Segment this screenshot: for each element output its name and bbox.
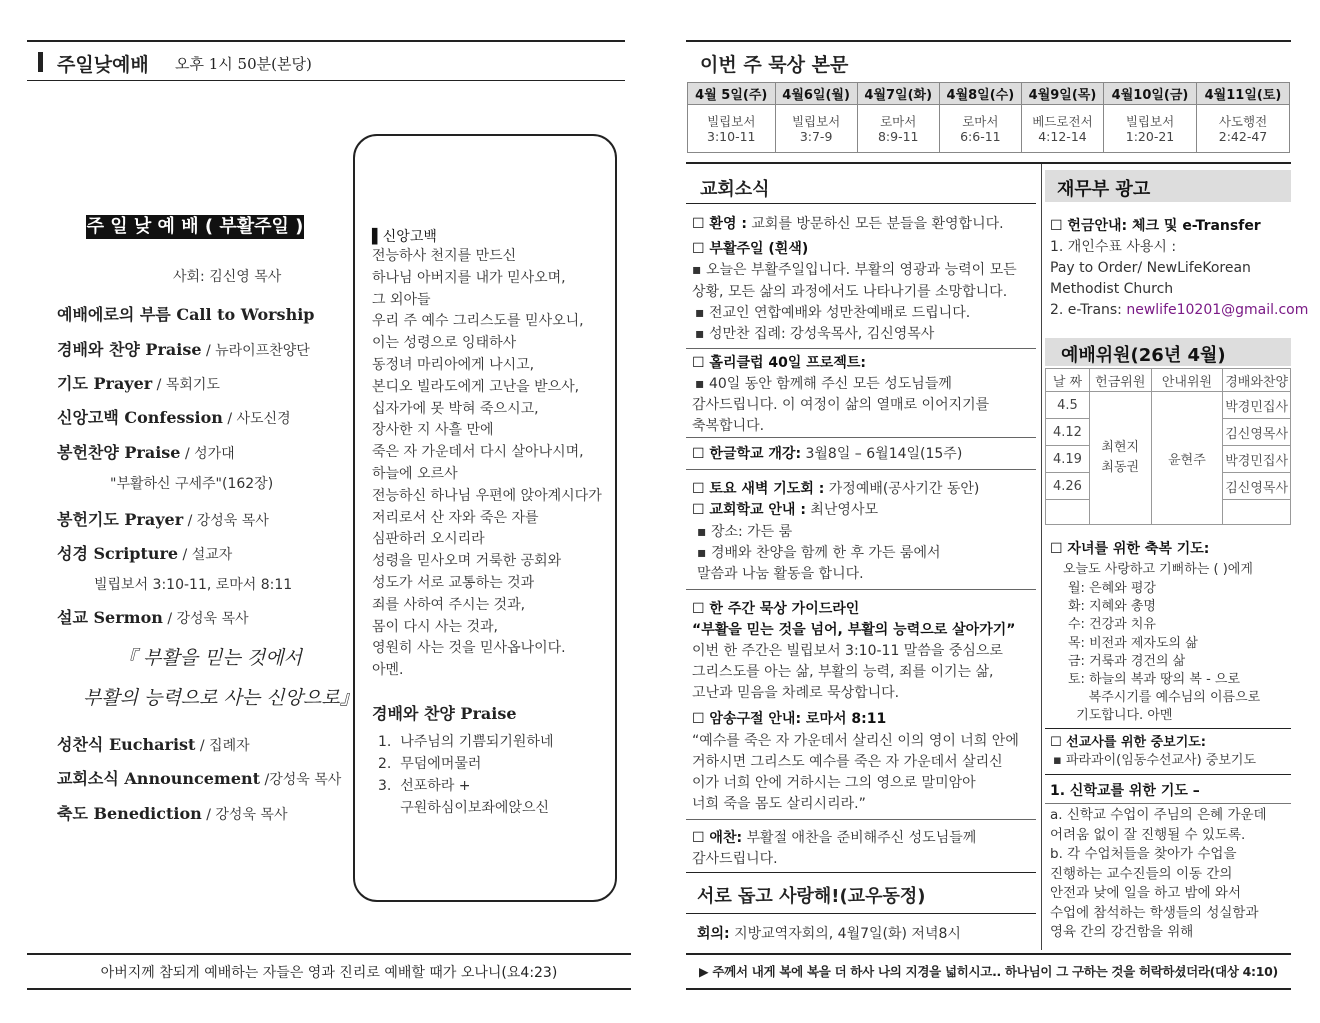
seminary-title-rule <box>1045 803 1291 804</box>
footer-top-rule-right <box>686 953 1291 955</box>
news-school-line-2a: ▪ 경배와 찬양을 함께 한 후 가든 룸에서 <box>697 545 941 561</box>
order-item-name: 봉헌기도 Prayer <box>57 510 184 529</box>
children-prayer-line: 화: 지혜와 총명 <box>1068 599 1156 615</box>
order-item <box>57 732 250 755</box>
schedule-passage <box>688 105 776 153</box>
children-prayer-line: 복주시기를 예수님의 이름으로 <box>1068 690 1261 706</box>
order-item-name: 봉헌찬양 Praise <box>57 443 181 462</box>
creed-line: 동정녀 마리아에게 나시고, <box>372 356 535 373</box>
children-prayer-line: 월: 은혜와 평강 <box>1068 581 1156 596</box>
finance-line-1: 1. 개인수표 사용시 : <box>1050 239 1177 255</box>
schedule-ref: 6:6-11 <box>960 128 1001 144</box>
schedule-ref: 3:10-11 <box>707 128 756 144</box>
creed-line: 저리로서 산 자와 죽은 자를 <box>372 509 539 526</box>
missionary-label: ☐ 선교사를 위한 중보기도: <box>1050 735 1207 750</box>
order-item-detail: / 강성욱 목사 <box>183 513 269 529</box>
duty-header-usher: 안내위원 <box>1151 369 1223 392</box>
seminary-prayer-line: 어려움 없이 잘 진행될 수 있도록. <box>1050 826 1246 843</box>
header-rule-left <box>27 80 625 81</box>
news-flower-line-2: 감사드립니다. <box>692 851 778 867</box>
meditation-title: 이번 주 묵상 본문 <box>700 54 849 76</box>
news-korean-label: ☐ 한글학교 개강: <box>692 446 802 462</box>
news-school-text: 최난영사모 <box>805 502 878 518</box>
order-item-detail: / 사도신경 <box>222 411 291 427</box>
duty-title: 예배위원(26년 4월) <box>1045 338 1291 366</box>
order-item <box>57 507 269 530</box>
schedule-passage <box>1104 105 1197 153</box>
order-item <box>57 405 291 428</box>
creed-line: 영원히 사는 것을 믿사옵나이다. <box>372 640 566 657</box>
schedule-day: 4월6일(월) <box>775 83 857 105</box>
news-guide-title: “부활을 믿는 것을 넘어, 부활의 능력으로 살아가기” <box>692 622 1016 638</box>
schedule-passage <box>857 105 939 153</box>
order-item <box>57 440 235 463</box>
missionary-text: ▪ 파라과이(임동수선교사) 중보기도 <box>1053 753 1257 768</box>
news-school-line-1: ▪ 장소: 가든 룸 <box>697 524 793 540</box>
children-prayer-line: 수: 건강과 치유 <box>1068 617 1156 633</box>
news-easter-line-2: ▪ 전교인 연합예배와 성만찬예배로 드립니다. <box>695 305 971 321</box>
schedule-day: 4월 5일(주) <box>688 83 776 105</box>
order-item-detail: / 집례자 <box>195 738 250 754</box>
duty-usher-name: 윤현주 <box>1151 392 1223 525</box>
sermon-title-line-1: 『 부활을 믿는 것에서 <box>118 647 302 669</box>
order-item-name: 축도 Benediction <box>57 804 202 823</box>
finance-title: 재무부 광고 <box>1045 170 1291 202</box>
order-item-detail: / 뉴라이프찬양단 <box>201 343 310 359</box>
creed-line: 몸이 다시 사는 것과, <box>372 618 498 635</box>
duty-header-date: 날 짜 <box>1046 369 1090 392</box>
schedule-passage <box>939 105 1021 153</box>
creed-line: 죽은 자 가운데서 다시 살아나시며, <box>372 444 584 461</box>
sermon-title-line-2: 부활의 능력으로 사는 신앙으로』 <box>83 687 359 709</box>
creed-line: 그 외아들 <box>372 291 431 308</box>
news-school-line-2b: 말씀과 나눔 활동을 합니다. <box>697 566 864 582</box>
news-guide-line-2: 그리스도를 아는 삶, 부활의 능력, 죄를 이기는 삶, <box>692 664 994 680</box>
seminary-title: 1. 신학교를 위한 기도 – <box>1050 783 1200 799</box>
news-korean <box>692 444 962 464</box>
news-divider-1 <box>686 348 1036 349</box>
children-prayer-label: ☐ 자녀를 위한 축복 기도: <box>1050 541 1210 557</box>
news-holy-label: ☐ 홀리클럽 40일 프로젝트: <box>692 355 866 371</box>
creed-line: 전능하신 하나님 우편에 앉아계시다가 <box>372 487 602 504</box>
finance-line-4 <box>1050 300 1308 320</box>
schedule-ref: 8:9-11 <box>877 128 919 144</box>
fellowship-text: 지방교역자회의, 4월7일(화) 저녁8시 <box>729 926 961 942</box>
news-flower-text-1: 부활절 애찬을 준비해주신 성도님들께 <box>742 830 977 846</box>
finance-etrans-label: 2. e-Trans: <box>1050 302 1127 318</box>
seminary-prayer-line: 안전과 낮에 일을 하고 밤에 와서 <box>1050 885 1241 901</box>
news-welcome-label: ☐ 환영 : <box>692 216 747 232</box>
fellowship-title-rule <box>686 913 1036 914</box>
schedule-passage <box>1197 105 1290 153</box>
order-item <box>57 766 341 789</box>
service-title: 주 일 낮 예 배 ( 부활주일 ) <box>86 216 304 237</box>
news-memory-line-3: 이가 너희 안에 거하시는 그의 영으로 말미암아 <box>692 775 976 791</box>
order-item-name: 설교 Sermon <box>57 608 163 627</box>
schedule-ref: 2:42-47 <box>1218 128 1268 144</box>
duty-header-praise: 경배와찬양 <box>1223 369 1291 392</box>
duty-offering-names <box>1089 392 1151 525</box>
schedule-ref: 1:20-21 <box>1125 128 1175 144</box>
schedule-day: 4월9일(목) <box>1021 83 1103 105</box>
creed-line: 이는 성령으로 잉태하사 <box>372 335 517 352</box>
children-prayer-intro: 오늘도 사랑하고 기뻐하는 ( )에게 <box>1063 562 1253 577</box>
schedule-day: 4월7일(화) <box>857 83 939 105</box>
fellowship-title: 서로 돕고 사랑해!(교우동정) <box>697 886 926 907</box>
order-item <box>57 801 287 824</box>
creed-line: 우리 주 예수 그리스도를 믿사오니, <box>372 313 584 330</box>
news-title: 교회소식 <box>700 179 770 200</box>
praise-song: 3. 선포하라 + <box>378 778 471 794</box>
schedule-day: 4월10일(금) <box>1104 83 1197 105</box>
footer-bottom-rule-right <box>686 988 1291 990</box>
news-easter-line-3: ▪ 성만찬 집례: 강성욱목사, 김신영목사 <box>695 326 935 342</box>
duty-date-empty <box>1046 500 1090 525</box>
news-divider-4 <box>686 589 1036 590</box>
schedule-ref: 4:12-14 <box>1038 128 1087 144</box>
news-dawn <box>692 479 979 499</box>
seminary-prayer-list <box>1050 806 1267 943</box>
order-item-name: 기도 Prayer <box>57 374 153 393</box>
fellowship-label: 회의: <box>697 926 730 942</box>
praise-heading: 경배와 찬양 Praise <box>372 704 517 723</box>
news-guide-label: ☐ 한 주간 묵상 가이드라인 <box>692 601 860 617</box>
praise-song: 2. 무덤에머물러 <box>378 756 482 772</box>
footer-verse-right: ▶ 주께서 내게 복에 복을 더 하사 나의 지경을 넓히시고.. 하나님이 그 구하는 것을 허락하셨더라(대상 4:10) <box>699 964 1278 979</box>
meditation-schedule <box>687 82 1290 153</box>
news-divider-2 <box>686 437 1036 438</box>
column-divider <box>1041 164 1042 950</box>
schedule-day: 4월8일(수) <box>939 83 1021 105</box>
news-korean-text: 3월8일 – 6월14일(15주) <box>801 446 963 462</box>
order-item-detail: /강성욱 목사 <box>260 772 342 788</box>
news-easter-line-1a: ▪ 오늘은 부활주일입니다. 부활의 영광과 능력이 모든 <box>692 262 1017 278</box>
creed-line: 심판하러 오시리라 <box>372 531 485 548</box>
news-easter-label: ☐ 부활주일 (흰색) <box>692 241 809 257</box>
news-flower-label: ☐ 애찬: <box>692 830 743 846</box>
duty-date: 4.5 <box>1046 392 1090 419</box>
children-prayer-list <box>1068 580 1260 726</box>
creed-line: 십자가에 못 박혀 죽으시고, <box>372 400 539 417</box>
news-memory-label: ☐ 암송구절 안내: 로마서 8:11 <box>692 711 887 727</box>
order-item <box>57 337 310 360</box>
order-item-name: 성경 Scripture <box>57 544 179 563</box>
schedule-book: 빌립보서 <box>1125 113 1175 129</box>
news-holy-line-1a: ▪ 40일 동안 함께해 주신 모든 성도님들께 <box>695 376 952 392</box>
praise-song-list <box>378 731 553 819</box>
praise-song: 1. 나주님의 기쁨되기원하네 <box>378 734 554 750</box>
news-easter-line-1b: 상황, 모든 삶의 과정에서도 나타나기를 소망합니다. <box>692 284 1008 300</box>
duty-header-offering: 헌금위원 <box>1089 369 1151 392</box>
order-item <box>57 302 314 325</box>
children-prayer-line: 금: 거룩과 경건의 삶 <box>1068 653 1186 669</box>
finance-email-link[interactable]: newlife10201@gmail.com <box>1126 302 1309 318</box>
duty-row <box>1046 392 1291 419</box>
order-item <box>57 371 220 394</box>
seminary-prayer-line: a. 신학교 수업이 주님의 은혜 가운데 <box>1050 807 1267 823</box>
news-guide-line-1: 이번 한 주간은 빌립보서 3:10-11 말씀을 중심으로 <box>692 643 1003 659</box>
order-item <box>57 541 232 564</box>
news-memory-line-2: 거하시면 그리스도 예수를 죽은 자 가운데서 살리신 <box>692 754 1003 770</box>
creed-line: 본디오 빌라도에게 고난을 받으사, <box>372 378 580 395</box>
schedule-book: 빌립보서 <box>707 113 756 129</box>
duty-praise: 김신영목사 <box>1223 473 1291 500</box>
order-item-name: 예배에로의 부름 Call to Worship <box>57 305 315 324</box>
service-header-title: 주일낮예배 <box>57 54 149 76</box>
fellowship-meeting <box>697 924 961 944</box>
news-holy-line-1c: 축복합니다. <box>692 418 765 434</box>
duty-praise: 박경민집사 <box>1223 446 1291 473</box>
creed-line: 장사한 지 사흘 만에 <box>372 422 494 439</box>
order-item <box>94 574 292 594</box>
news-holy-line-1b: 감사드립니다. 이 여정이 삶의 열매로 이어지기를 <box>692 397 990 413</box>
duty-offering-1: 최현지 <box>1101 440 1140 455</box>
news-guide-line-3: 고난과 믿음을 차례로 묵상합니다. <box>692 685 900 701</box>
news-divider-5 <box>686 819 1036 820</box>
finance-line-3: Methodist Church <box>1050 281 1174 297</box>
seminary-prayer-line: 진행하는 교수진들의 이동 간의 <box>1050 865 1233 882</box>
news-school-label: ☐ 교회학교 안내 : <box>692 502 806 518</box>
news-welcome-text: 교회를 방문하신 모든 분들을 환영합니다. <box>746 216 1004 232</box>
creed-line: 성령을 믿사오며 거룩한 공회와 <box>372 553 562 570</box>
header-bar-mark <box>38 52 43 72</box>
seminary-prayer-line: 영육 간의 강건함을 위해 <box>1050 924 1194 940</box>
duty-header-row <box>1046 369 1291 392</box>
order-item-detail: 빌립보서 3:10-11, 로마서 8:11 <box>94 577 293 593</box>
news-memory-line-4: 너희 죽을 몸도 살리시리라.” <box>692 796 866 812</box>
news-welcome <box>692 214 1004 234</box>
children-prayer-line: 토: 하늘의 복과 땅의 복 - 으로 <box>1068 672 1241 688</box>
seminary-prayer-line: 수업에 참석하는 학생들의 성실함과 <box>1050 904 1259 921</box>
top-rule-left <box>27 40 625 42</box>
praise-song: 구원하심이보좌에앉으신 <box>378 800 550 816</box>
seminary-rule <box>1045 774 1291 775</box>
order-item-detail: / 설교자 <box>178 547 233 563</box>
order-item-detail: "부활하신 구세주"(162장) <box>110 476 274 492</box>
order-item-name: 경배와 찬양 Praise <box>57 340 202 359</box>
top-rule-right <box>686 40 1291 42</box>
schedule-book: 로마서 <box>880 113 917 129</box>
schedule-passage <box>1021 105 1103 153</box>
finance-label: ☐ 헌금안내: 체크 및 e-Transfer <box>1050 218 1261 234</box>
footer-top-rule-left <box>27 953 631 955</box>
duty-praise: 김신영목사 <box>1223 419 1291 446</box>
footer-verse-left: 아버지께 참되게 예배하는 자들은 영과 진리로 예배할 때가 오나니(요4:23) <box>100 965 558 981</box>
children-prayer-line: 목: 비전과 제자도의 삶 <box>1068 635 1198 651</box>
schedule-passage <box>775 105 857 153</box>
finance-line-2: Pay to Order/ NewLifeKorean <box>1050 260 1251 276</box>
duty-date: 4.12 <box>1046 419 1090 446</box>
order-item-name: 신앙고백 Confession <box>57 408 223 427</box>
order-item-detail: / 강성욱 목사 <box>162 611 249 627</box>
duty-date: 4.26 <box>1046 473 1090 500</box>
creed-line: 하나님 아버지를 내가 믿사오며, <box>372 269 566 286</box>
order-item-name: 교회소식 Announcement <box>57 769 261 788</box>
schedule-bottom-rule <box>686 162 1291 164</box>
apostles-creed <box>372 246 602 682</box>
schedule-ref: 3:7-9 <box>799 128 833 144</box>
schedule-day: 4월11일(토) <box>1197 83 1290 105</box>
footer-bottom-rule-left <box>27 988 631 990</box>
schedule-book: 베드로전서 <box>1032 113 1093 129</box>
creed-line: 성도가 서로 교통하는 것과 <box>372 574 535 591</box>
schedule-book: 빌립보서 <box>791 113 841 129</box>
seminary-prayer-line: b. 각 수업처들을 찾아가 수업을 <box>1050 846 1237 862</box>
news-flower-1 <box>692 828 976 848</box>
creed-line: 전능하사 천지를 만드신 <box>372 248 517 264</box>
news-dawn-text: 가정예배(공사기간 동안) <box>824 481 980 497</box>
fellowship-top-rule <box>686 872 1036 873</box>
creed-heading: ▌신앙고백 <box>372 229 437 245</box>
children-prayer-line: 기도합니다. 아멘 <box>1068 708 1173 724</box>
news-dawn-label: ☐ 토요 새벽 기도회 : <box>692 481 825 497</box>
news-school <box>692 500 878 520</box>
creed-line: 아멘. <box>372 662 404 679</box>
order-item-detail: / 강성욱 목사 <box>201 807 288 823</box>
presider: 사회: 김신영 목사 <box>173 269 282 285</box>
duty-praise-empty <box>1223 500 1291 525</box>
order-item <box>110 473 273 493</box>
missionary-rule <box>1045 728 1291 729</box>
duty-date: 4.19 <box>1046 446 1090 473</box>
creed-line: 하늘에 오르사 <box>372 465 458 482</box>
duty-praise: 박경민집사 <box>1223 392 1291 419</box>
news-title-rule <box>686 203 1036 204</box>
order-item-name: 성찬식 Eucharist <box>57 735 196 754</box>
service-header-time: 오후 1시 50분(본당) <box>175 55 312 73</box>
order-item-detail: / 목회기도 <box>152 377 220 393</box>
news-divider-3 <box>686 469 1036 470</box>
schedule-book: 사도행전 <box>1218 113 1268 129</box>
duty-table <box>1045 368 1291 525</box>
creed-line: 죄를 사하여 주시는 것과, <box>372 596 526 613</box>
duty-offering-2: 최동권 <box>1101 460 1140 475</box>
order-item <box>57 605 249 628</box>
schedule-book: 로마서 <box>962 113 999 129</box>
order-item-detail: / 성가대 <box>180 446 235 462</box>
news-memory-line-1: “예수를 죽은 자 가운데서 살리신 이의 영이 너희 안에 <box>692 733 1019 749</box>
